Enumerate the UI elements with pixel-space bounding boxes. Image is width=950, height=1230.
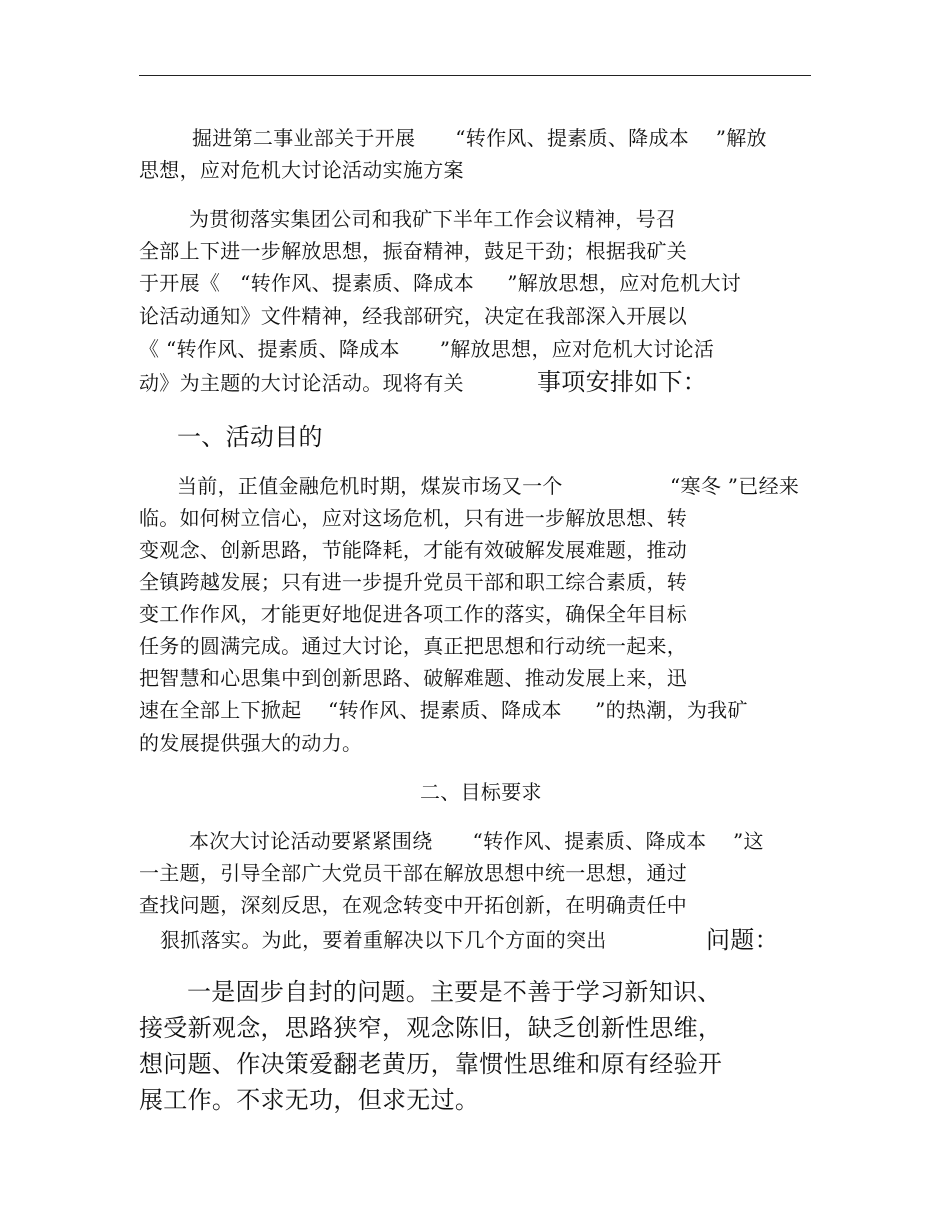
section2-heading: 二、目标要求	[420, 780, 542, 804]
section1-line-7: 把智慧和心思集中到创新思路、破解难题、推动发展上来，迅	[139, 666, 688, 690]
section1-line-3: 变观念、创新思路，节能降耗，才能有效破解发展难题，推动	[139, 538, 688, 562]
section1-line-5: 变工作作风，才能更好地促进各项工作的落实，确保全年目标	[139, 602, 688, 626]
intro-line-5: 《 “转作风、提素质、降成本 ”解放思想，应对危机大讨论活	[139, 337, 715, 361]
intro-line-6: 动》为主题的大讨论活动。现将有关	[139, 371, 464, 395]
doc-title-line-2: 思想，应对危机大讨论活动实施方案	[139, 158, 464, 182]
section1-line-1: 当前，正值金融危机时期，煤炭市场又一个	[177, 474, 563, 498]
intro-line-1: 为贯彻落实集团公司和我矿下半年工作会议精神，号召	[189, 207, 677, 231]
point1-line-3: 想问题、作决策爱翻老黄历，靠惯性思维和原有经验开	[139, 1050, 723, 1078]
intro-line-3: 于开展《 “转作风、提素质、降成本 ”解放思想，应对危机大讨	[139, 271, 742, 295]
section1-line-6: 任务的圆满完成。通过大讨论，真正把思想和行动统一起来，	[139, 634, 688, 658]
doc-title-line-1: 掘进第二事业部关于开展 “转作风、提素质、降成本 ”解放	[192, 126, 767, 150]
point1-line-4: 展工作。不求无功，但求无过。	[139, 1086, 480, 1114]
section2-line-4-tail: 问题：	[706, 926, 779, 954]
section1-line-2: 临。如何树立信心，应对这场危机，只有进一步解放思想、转	[139, 506, 688, 530]
header-rule	[139, 75, 811, 76]
section1-line-4: 全镇跨越发展；只有进一步提升党员干部和职工综合素质，转	[139, 570, 688, 594]
section2-line-2: 一主题，引导全部广大党员干部在解放思想中统一思想，通过	[139, 861, 688, 885]
section2-line-3: 查找问题，深刻反思，在观念转变中开拓创新，在明确责任中	[139, 893, 688, 917]
section1-heading: 一、活动目的	[177, 423, 323, 451]
section1-line-9: 的发展提供强大的动力。	[139, 731, 363, 755]
section2-line-4: 狠抓落实。为此，要着重解决以下几个方面的突出	[160, 928, 607, 952]
point1-line-2: 接受新观念，思路狭窄，观念陈旧，缺乏创新性思维，	[139, 1014, 723, 1042]
section1-line-1-tail: “寒冬 ”已经来	[670, 474, 800, 498]
intro-line-6-tail: 事项安排如下：	[537, 368, 708, 396]
point1-line-1: 一是固步自封的问题。主要是不善于学习新知识、	[187, 978, 722, 1006]
intro-line-2: 全部上下进一步解放思想，振奋精神，鼓足干劲；根据我矿关	[139, 239, 688, 263]
section1-line-8: 速在全部上下掀起 “转作风、提素质、降成本 ”的热潮，为我矿	[139, 698, 748, 722]
section2-line-1: 本次大讨论活动要紧紧围绕 “转作风、提素质、降成本 ”这	[189, 829, 764, 853]
intro-line-4: 论活动通知》文件精神，经我部研究，决定在我部深入开展以	[139, 304, 688, 328]
